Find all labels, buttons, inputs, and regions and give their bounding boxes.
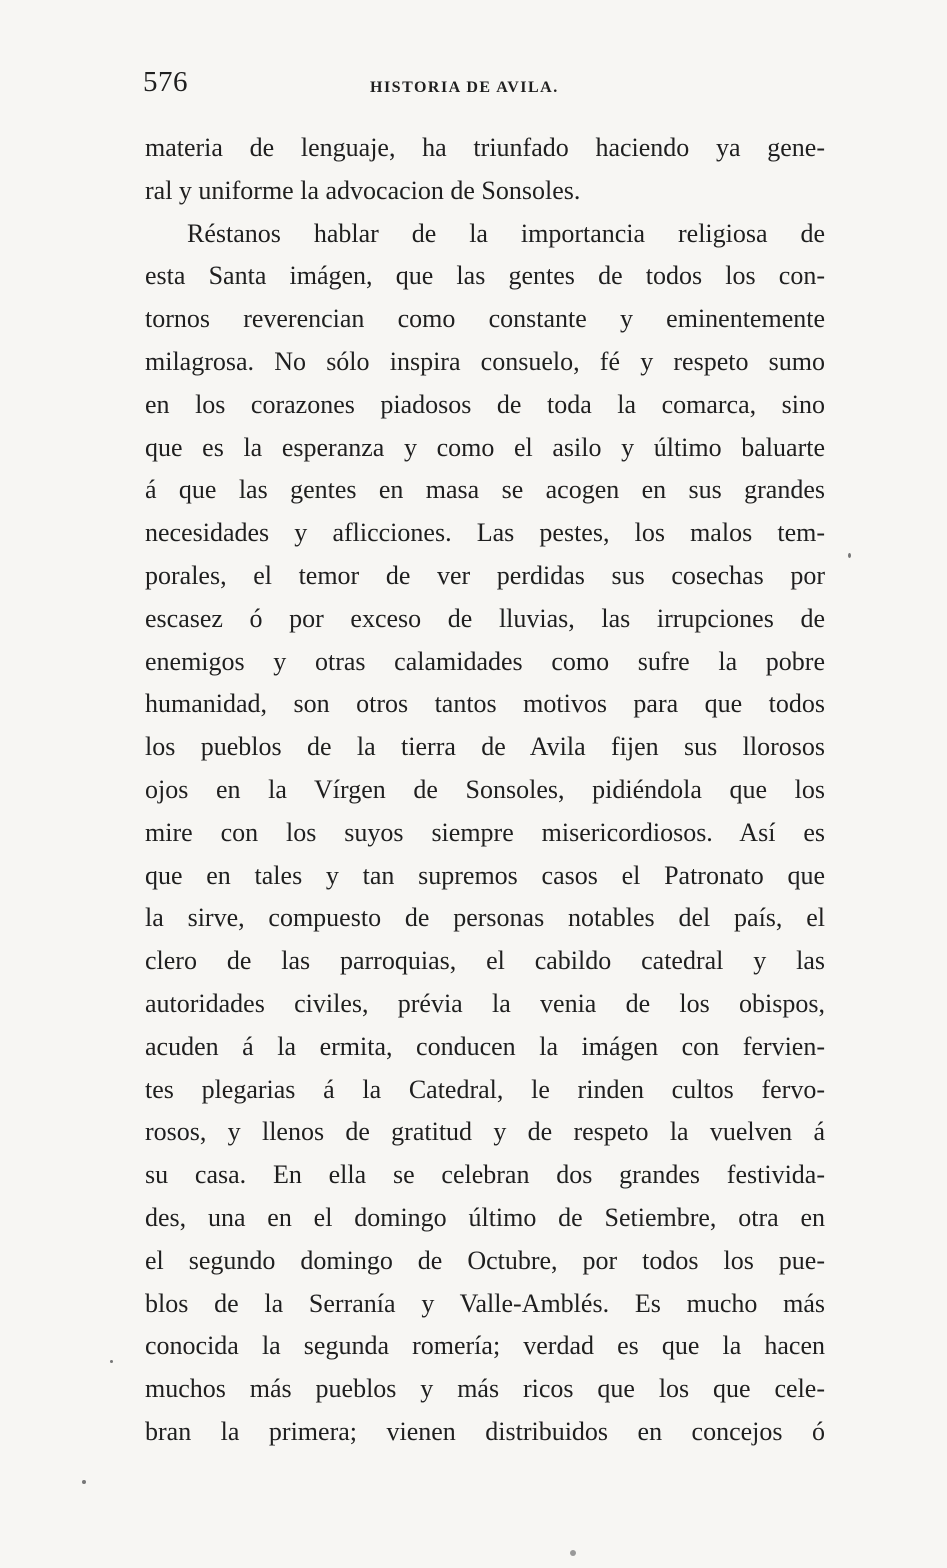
text-line: necesidades y aflicciones. Las pestes, los malos tem- bbox=[145, 518, 825, 548]
text-line: á que las gentes en masa se acogen en sus grandes bbox=[145, 475, 825, 505]
running-title: HISTORIA DE AVILA. bbox=[370, 79, 559, 96]
text-line: ral y uniforme la advocacion de Sonsoles. bbox=[145, 175, 581, 205]
paper-speck bbox=[110, 1360, 113, 1363]
text-line: en los corazones piadosos de toda la comarca, sino bbox=[145, 389, 825, 419]
text-line: materia de lenguaje, ha triunfado haciendo ya gene- bbox=[145, 133, 825, 162]
text-line: bran la primera; vienen distribuidos en concejos ó bbox=[145, 1416, 825, 1446]
text-line: acuden á la ermita, conducen la imágen con fervien- bbox=[145, 1031, 825, 1061]
text-line: tornos reverencian como constante y eminentemente bbox=[145, 304, 825, 334]
text-line: mire con los suyos siempre misericordiosos. Así es bbox=[145, 817, 825, 847]
text-line: rosos, y llenos de gratitud y de respeto la vuelven á bbox=[145, 1117, 825, 1147]
text-line: escasez ó por exceso de lluvias, las irrupciones de bbox=[145, 603, 825, 633]
paper-speck bbox=[848, 553, 851, 558]
page-number: 576 bbox=[143, 66, 188, 98]
text-line: que es la esperanza y como el asilo y último baluarte bbox=[145, 432, 825, 462]
text-line: Réstanos hablar de la importancia religiosa de bbox=[187, 218, 825, 248]
text-line: conocida la segunda romería; verdad es que la hacen bbox=[145, 1331, 825, 1361]
text-line: des, una en el domingo último de Setiembre, otra en bbox=[145, 1202, 825, 1232]
text-line: la sirve, compuesto de personas notables del país, el bbox=[145, 903, 825, 933]
text-line: ojos en la Vírgen de Sonsoles, pidiéndola que los bbox=[145, 774, 825, 804]
text-line: autoridades civiles, prévia la venia de los obispos, bbox=[145, 988, 825, 1018]
text-line: su casa. En ella se celebran dos grandes festivida- bbox=[145, 1160, 825, 1190]
text-line: muchos más pueblos y más ricos que los que cele- bbox=[145, 1374, 825, 1404]
text-line: milagrosa. No sólo inspira consuelo, fé y respeto sumo bbox=[145, 346, 825, 376]
text-line: que en tales y tan supremos casos el Patronato que bbox=[145, 860, 825, 890]
paper-speck bbox=[82, 1480, 86, 1484]
body-text bbox=[145, 127, 825, 1454]
text-line: los pueblos de la tierra de Avila fijen sus llorosos bbox=[145, 732, 825, 762]
text-line: esta Santa imágen, que las gentes de todos los con- bbox=[145, 261, 825, 291]
text-line: clero de las parroquias, el cabildo catedral y las bbox=[145, 946, 825, 976]
text-line: blos de la Serranía y Valle-Amblés. Es mucho más bbox=[145, 1288, 825, 1318]
text-line: porales, el temor de ver perdidas sus cosechas por bbox=[145, 560, 825, 590]
text-line: el segundo domingo de Octubre, por todos los pue- bbox=[145, 1245, 825, 1275]
text-line: tes plegarias á la Catedral, le rinden cultos fervo- bbox=[145, 1074, 825, 1104]
text-line: enemigos y otras calamidades como sufre la pobre bbox=[145, 646, 825, 676]
paper-speck bbox=[570, 1550, 576, 1556]
text-line: humanidad, son otros tantos motivos para que todos bbox=[145, 689, 825, 719]
